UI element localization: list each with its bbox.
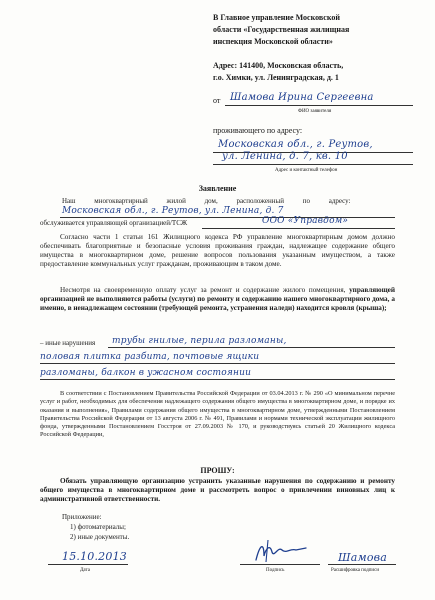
intro-address: Московская обл., г. Реутов, ул. Ленина, д. 7 — [62, 206, 284, 216]
residing-label: проживающего по адресу: — [213, 126, 303, 135]
residing-address-line-2: ул. Ленина, д. 7, кв. 10 — [222, 151, 348, 162]
recipient-address-line-2: г.о. Химки, ул. Ленинградская, д. 1 — [213, 73, 339, 82]
violation-intro: Несмотря на своевременную оплату услуг за ремонт и содержание жилого помещения, — [60, 286, 346, 294]
violation-underline-3 — [40, 379, 395, 380]
address-caption: Адрес и контактный телефон — [275, 168, 338, 173]
violation-underline-2 — [40, 363, 395, 364]
request-text: Обязать управляющую организацию устранить указанные нарушения по содержанию и ремонту общего имущества в многоквартирном доме и рассмотреть вопрос о привлечении виновных лиц к административной ответственности. — [40, 477, 395, 503]
from-prefix: от — [213, 96, 221, 105]
other-violations-label: – иные нарушения — [40, 339, 96, 347]
name-underline — [225, 105, 413, 106]
decode-underline — [328, 564, 396, 565]
residing-underline-2 — [213, 164, 413, 165]
date-value: 15.10.2013 — [62, 550, 127, 563]
violation-statement: управляющей организацией не выполняются работы (услуги) по ремонту и содержанию нашего многоквартирного дома, а именно, в ненадлежащем состоянии (требующей ремонта, устранения наледи) находится кровля (крыша); — [40, 286, 396, 312]
attachment-item: 1) фотоматериалы; — [70, 523, 126, 531]
signature-underline — [240, 564, 320, 565]
signature-decode: Шамова — [338, 551, 388, 564]
violation-underline-1 — [108, 347, 395, 348]
paragraph-regulations: В соответствии с Постановлением Правительства Российской Федерации от 03.04.2013 г. № 290 «О минимальном перечне услуг и работ, необходимых для обеспечения надлежащего содержания общего имущества в многоквартирном доме, и порядке их оказания и выполнения», Правилами содержания общего имущества в многоквартирном доме, утвержденными Постановлением Правительства Российской Федерации от 13 августа 2006 г. № 491, Правилами и нормами технической эксплуатации жилищного фонда, утвержденными Постановлением Госстроя от 27.09.2003 № 170, и руководствуясь статьей 20 Жилищного кодекса Российской Федерации, — [40, 390, 395, 439]
intro-line-2: обслуживается управляющей организацией/ТСЖ — [40, 219, 188, 227]
decode-caption: Расшифровка подписи — [331, 568, 379, 573]
recipient-line-3: инспекция Московской области» — [213, 37, 333, 46]
violation-hand-line-1: трубы гнилые, перила разломаны, — [112, 336, 287, 346]
signature-caption: Подпись — [266, 568, 285, 573]
violation-hand-line-3: разломаны, балкон в ужасном состоянии — [40, 368, 252, 378]
violation-hand-line-2: половая плитка разбита, почтовые ящики — [40, 352, 260, 362]
signature-mark — [252, 538, 312, 566]
paragraph-violation — [40, 286, 395, 313]
residing-address-line-1: Московская обл., г. Реутов, — [218, 139, 373, 150]
intro-organization: ООО «Управдом» — [262, 216, 349, 226]
date-underline — [48, 564, 128, 565]
paragraph-law: Согласно части 1 статьи 161 Жилищного кодекса РФ управление многоквартирным домом должно обеспечивать благоприятные и безопасные условия проживания граждан, надлежащее содержание общего имущества в многоквартирном доме, решение вопросов пользования указанным имуществом, а также предоставление коммунальных услуг гражданам, проживающим в таком доме. — [40, 233, 395, 268]
recipient-address-line-1: Адрес: 141400, Московская область, — [213, 61, 344, 70]
attachment-item: 2) иные документы. — [70, 533, 130, 541]
fio-caption: ФИО заявителя — [298, 109, 332, 114]
intro-org-underline — [202, 228, 395, 229]
intro-line-1: Наш многоквартирный жилой дом, расположенный по адресу: — [62, 197, 351, 205]
recipient-line-1: В Главное управление Московской — [213, 13, 340, 22]
applicant-name: Шамова Ирина Сергеевна — [230, 92, 374, 103]
recipient-line-2: области «Государственная жилищная — [213, 25, 350, 34]
request-title: ПРОШУ: — [200, 466, 235, 475]
document-title: Заявление — [198, 184, 237, 193]
date-caption: Дата — [80, 568, 90, 573]
attachments-title: Приложение: — [62, 513, 102, 521]
